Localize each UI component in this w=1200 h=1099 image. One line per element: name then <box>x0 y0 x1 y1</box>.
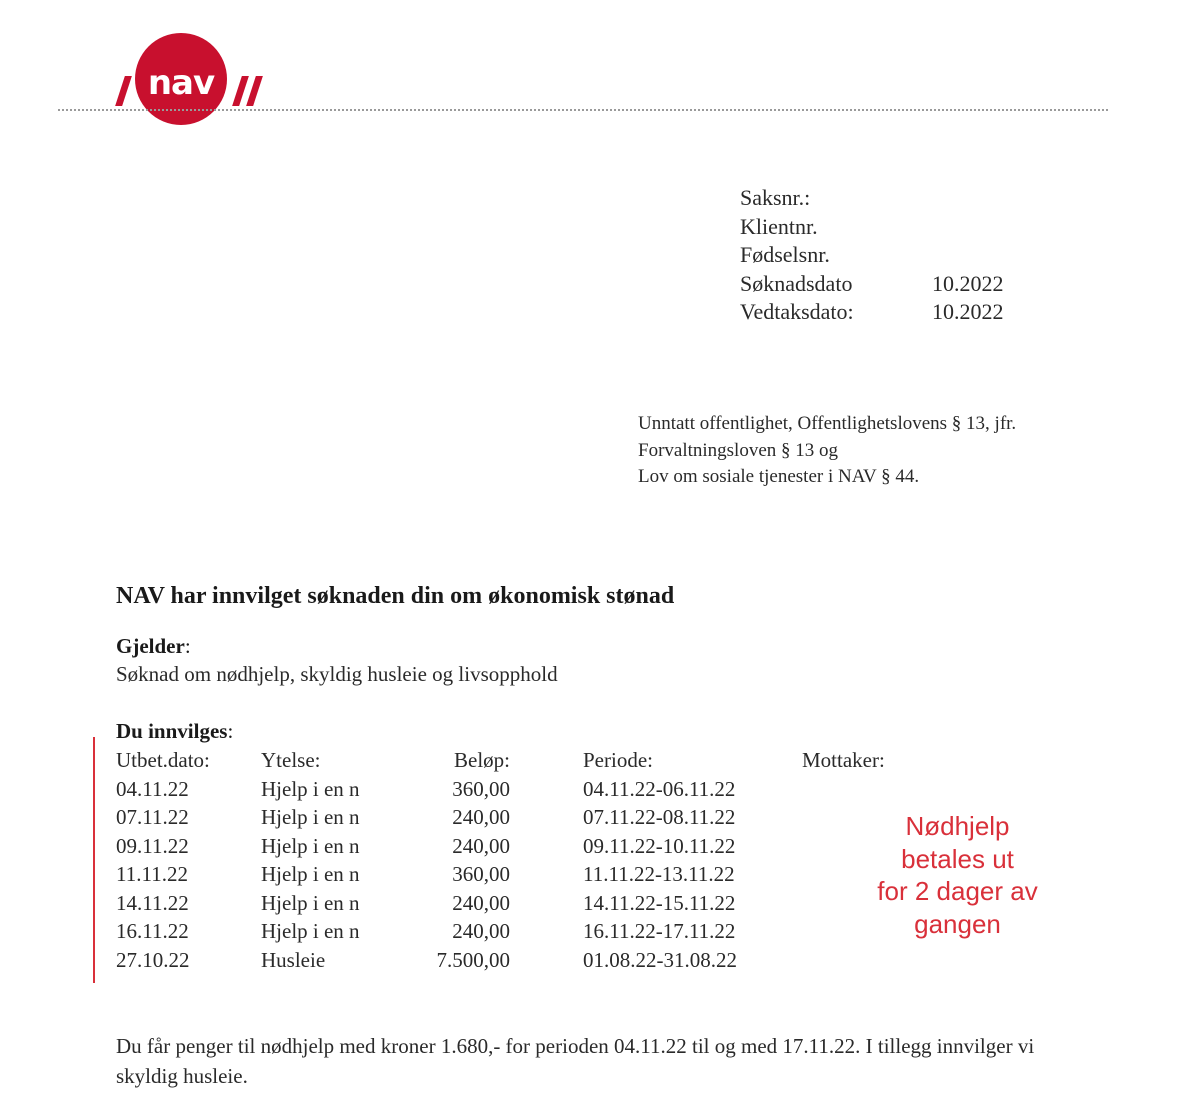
gjelder-label-text: Gjelder <box>116 634 185 658</box>
cell-periode: 14.11.22-15.11.22 <box>583 890 736 915</box>
cell-periode: 09.11.22-10.11.22 <box>583 833 736 858</box>
gjelder-colon: : <box>184 634 191 658</box>
cell-periode: 01.08.22-31.08.22 <box>583 947 737 972</box>
cell-ytelse: Hjelp i en n <box>261 862 360 886</box>
cell-periode: 04.11.22-06.11.22 <box>583 776 736 801</box>
innvilges-label <box>116 719 233 744</box>
cell-date: 27.10.22 <box>116 947 190 972</box>
summary-paragraph: Du får penger til nødhjelp med kroner 1.680,- for perioden 04.11.22 til og med 17.11.22. I tillegg innvilger vi skyldig husleie. <box>116 1034 1035 1088</box>
cell-date: 09.11.22 <box>116 833 189 858</box>
header-periode: Periode: <box>583 748 653 772</box>
legal-notice <box>638 411 1016 491</box>
header-ytelse: Ytelse: <box>261 748 321 772</box>
meta-value: 10.2022 <box>932 270 1004 296</box>
legal-line: Lov om sosiale tjenester i NAV § 44. <box>638 466 920 487</box>
cell-ytelse: Hjelp i en n <box>261 776 360 801</box>
annotation-line: gangen <box>914 908 1001 939</box>
header-mottaker: Mottaker: <box>802 748 885 772</box>
meta-row-vedtaksdato <box>740 298 1004 327</box>
gjelder-text: Søknad om nødhjelp, skyldig husleie og livsopphold <box>116 662 558 686</box>
red-annotation <box>860 810 1055 940</box>
annotation-line: for 2 dager av <box>877 876 1038 906</box>
nav-logo <box>112 30 282 126</box>
meta-value: 10.2022 <box>932 299 1004 324</box>
innvilges-colon: : <box>227 719 234 743</box>
header-date: Utbet.dato: <box>116 748 210 772</box>
cell-periode: 07.11.22-08.11.22 <box>583 805 736 829</box>
cell-ytelse: Hjelp i en n <box>261 833 360 858</box>
meta-label: Klientnr. <box>740 213 818 239</box>
cell-belop: 360,00 <box>452 776 510 801</box>
meta-label: Saksnr.: <box>740 185 811 210</box>
header-divider <box>58 109 1108 111</box>
cell-ytelse: Hjelp i en n <box>261 919 360 943</box>
cell-belop: 360,00 <box>452 862 510 886</box>
cell-ytelse: Husleie <box>261 947 326 972</box>
cell-belop: 240,00 <box>452 805 510 829</box>
legal-line: Unntatt offentlighet, Offentlighetslovens § 13, jfr. <box>638 413 1017 434</box>
meta-label: Fødselsnr. <box>740 242 830 267</box>
meta-row-klientnr <box>740 213 1004 242</box>
header-belop: Beløp: <box>454 748 510 772</box>
cell-ytelse: Hjelp i en n <box>261 890 360 915</box>
logo-word: nav <box>147 63 215 103</box>
cell-date: 16.11.22 <box>116 919 189 943</box>
cell-periode: 11.11.22-13.11.22 <box>583 862 735 886</box>
meta-row-fodselsnr <box>740 241 1004 270</box>
meta-row-soknadsdato <box>740 270 1004 299</box>
case-metadata <box>740 184 1004 327</box>
cell-belop: 240,00 <box>452 890 510 915</box>
annotation-line: betales ut <box>901 843 1014 874</box>
cell-ytelse: Hjelp i en n <box>261 805 360 829</box>
decision-heading: NAV har innvilget søknaden din om økonomisk stønad <box>116 583 675 609</box>
cell-date: 14.11.22 <box>116 890 189 915</box>
red-margin-mark <box>93 737 95 983</box>
annotation-line: Nødhjelp <box>905 811 1010 841</box>
gjelder-label <box>116 634 191 659</box>
cell-belop: 7.500,00 <box>436 947 510 972</box>
cell-date: 04.11.22 <box>116 776 189 801</box>
cell-periode: 16.11.22-17.11.22 <box>583 919 736 943</box>
cell-date: 07.11.22 <box>116 805 189 829</box>
cell-date: 11.11.22 <box>116 862 188 886</box>
innvilges-label-text: Du innvilges <box>116 719 228 743</box>
cell-belop: 240,00 <box>452 919 510 943</box>
meta-label: Vedtaksdato: <box>740 299 854 324</box>
legal-line: Forvaltningsloven § 13 og <box>638 439 839 461</box>
logo-slash-left <box>115 76 132 106</box>
logo-slash-right-2 <box>246 76 263 106</box>
meta-row-saksnr <box>740 184 1004 213</box>
meta-label: Søknadsdato <box>740 270 853 296</box>
cell-belop: 240,00 <box>452 833 510 858</box>
